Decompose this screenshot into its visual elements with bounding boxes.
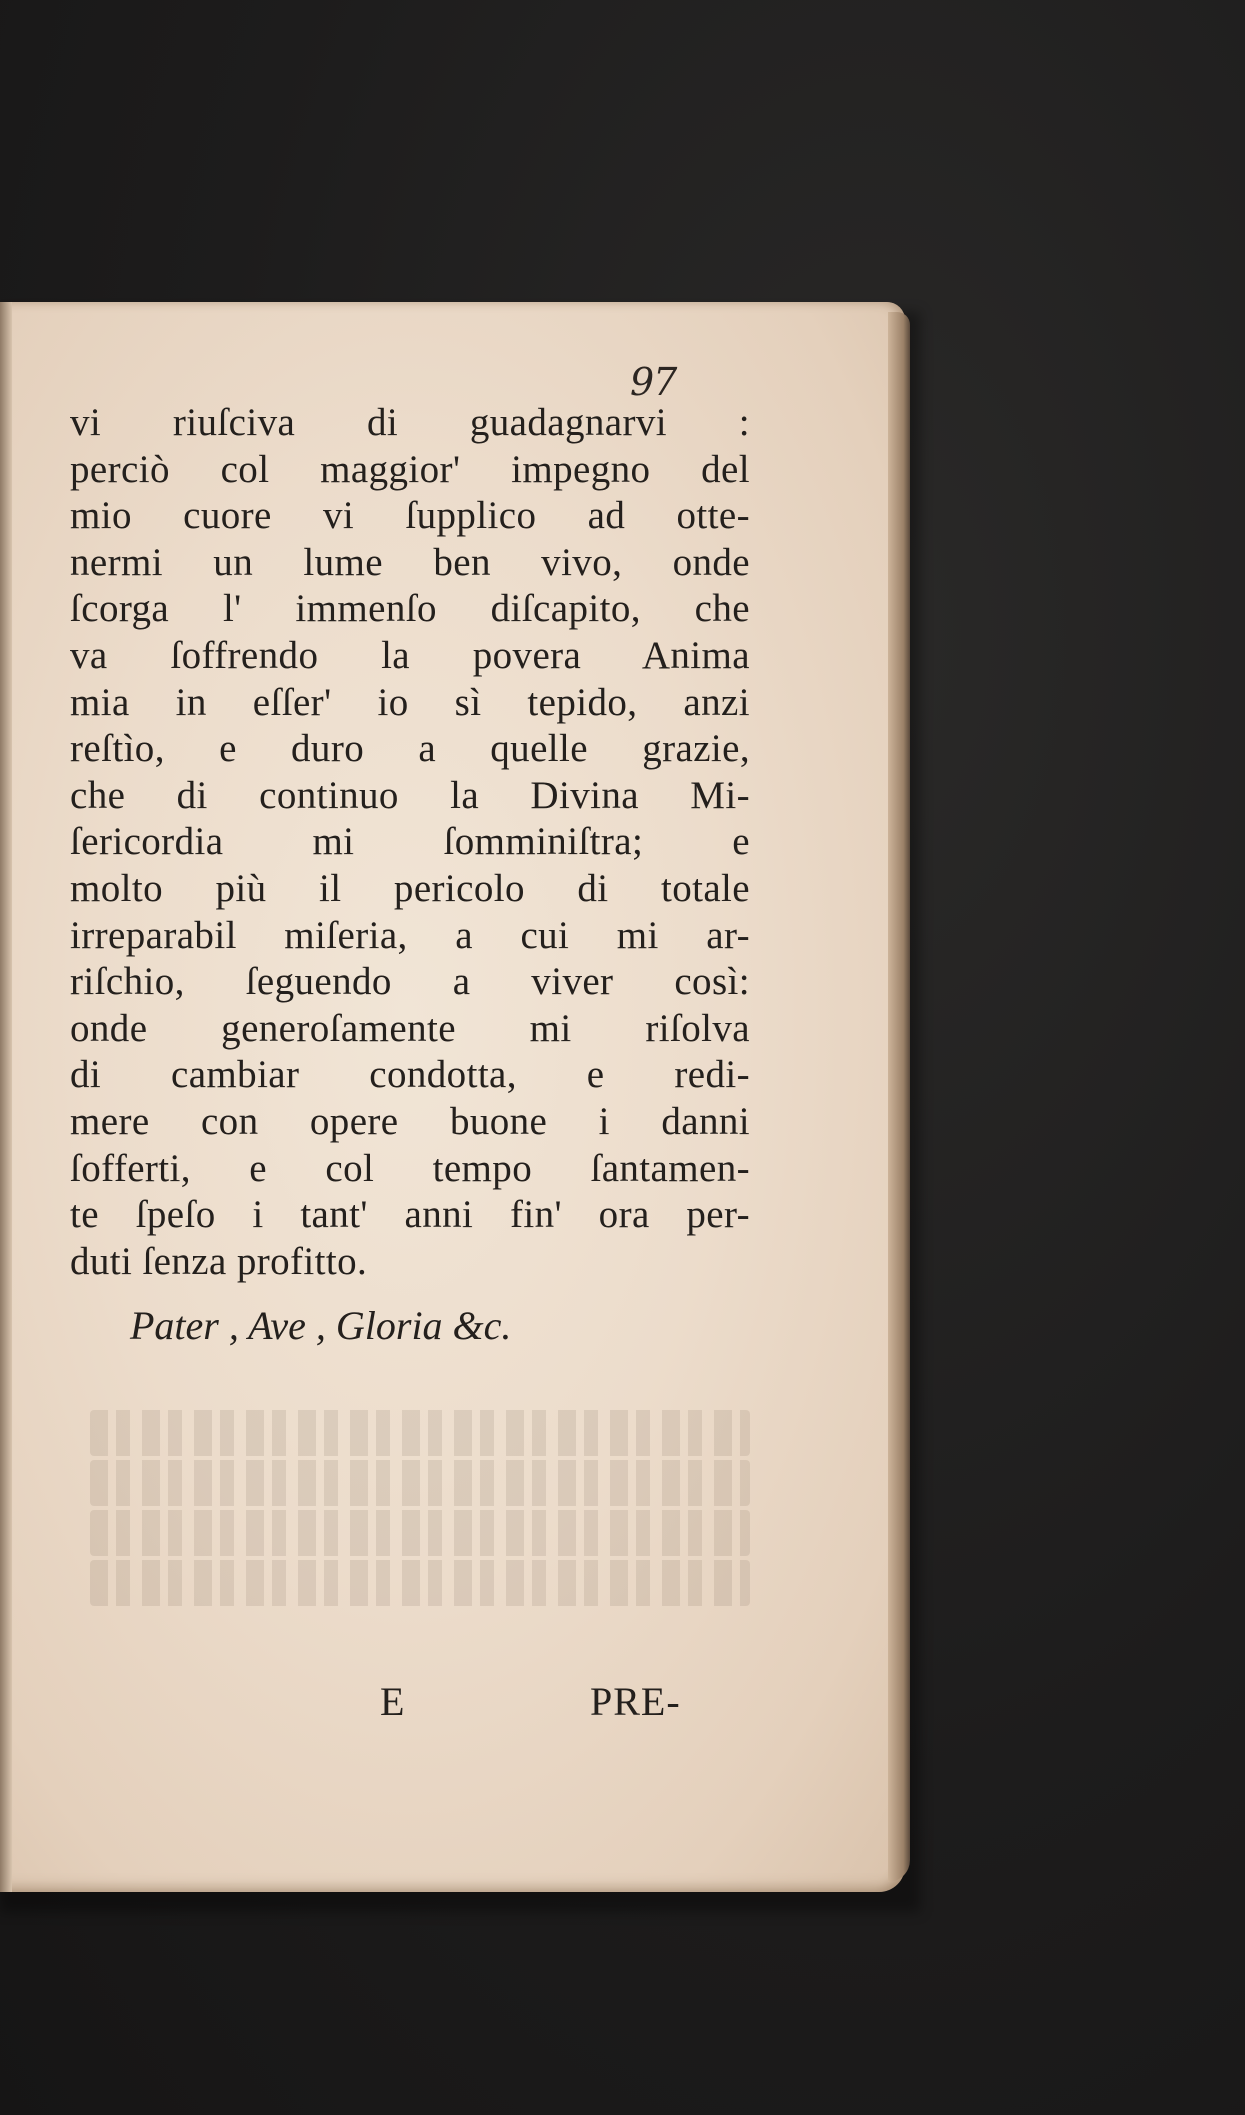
closing-prayer: Pater , Ave , Gloria &c. bbox=[130, 1303, 512, 1348]
text-line: perciò col maggior' impegno del bbox=[70, 447, 750, 491]
catchword: PRE- bbox=[590, 1679, 681, 1724]
text-line: reſtìo, e duro a quelle grazie, bbox=[70, 727, 750, 771]
text-line: ſericordia mi ſomminiſtra; e bbox=[70, 820, 750, 864]
text-line: irreparabil miſeria, a cui mi ar- bbox=[70, 913, 750, 957]
text-line: va ſoffrendo la povera Anima bbox=[70, 633, 750, 677]
text-line: di cambiar condotta, e redi- bbox=[70, 1053, 750, 1097]
text-line: che di continuo la Divina Mi- bbox=[70, 773, 750, 817]
page-edge bbox=[888, 312, 910, 1882]
text-line: onde generoſamente mi riſolva bbox=[70, 1006, 750, 1050]
text-line: ſcorga l' immenſo diſcapito, che bbox=[70, 587, 750, 631]
text-line: te ſpeſo i tant' anni fin' ora per- bbox=[70, 1193, 750, 1237]
text-line: nermi un lume ben vivo, onde bbox=[70, 540, 750, 584]
text-line: ſofferti, e col tempo ſantamen- bbox=[70, 1146, 750, 1190]
page-number: 97 bbox=[630, 360, 677, 404]
text-line: duti ſenza profitto. bbox=[70, 1239, 368, 1283]
text-line: mere con opere buone i danni bbox=[70, 1099, 750, 1143]
text-line: molto più il pericolo di totale bbox=[70, 866, 750, 910]
body-text bbox=[70, 400, 750, 1285]
signature-mark: E bbox=[380, 1679, 405, 1724]
text-line: mio cuore vi ſupplico ad otte- bbox=[70, 494, 750, 538]
text-line: riſchio, ſeguendo a viver così: bbox=[70, 960, 750, 1004]
gutter bbox=[0, 302, 12, 1892]
text-line: mia in eſſer' io sì tepido, anzi bbox=[70, 680, 750, 724]
text-line: vi riuſciva di guadagnarvi : bbox=[70, 401, 750, 444]
show-through bbox=[90, 1410, 750, 1610]
